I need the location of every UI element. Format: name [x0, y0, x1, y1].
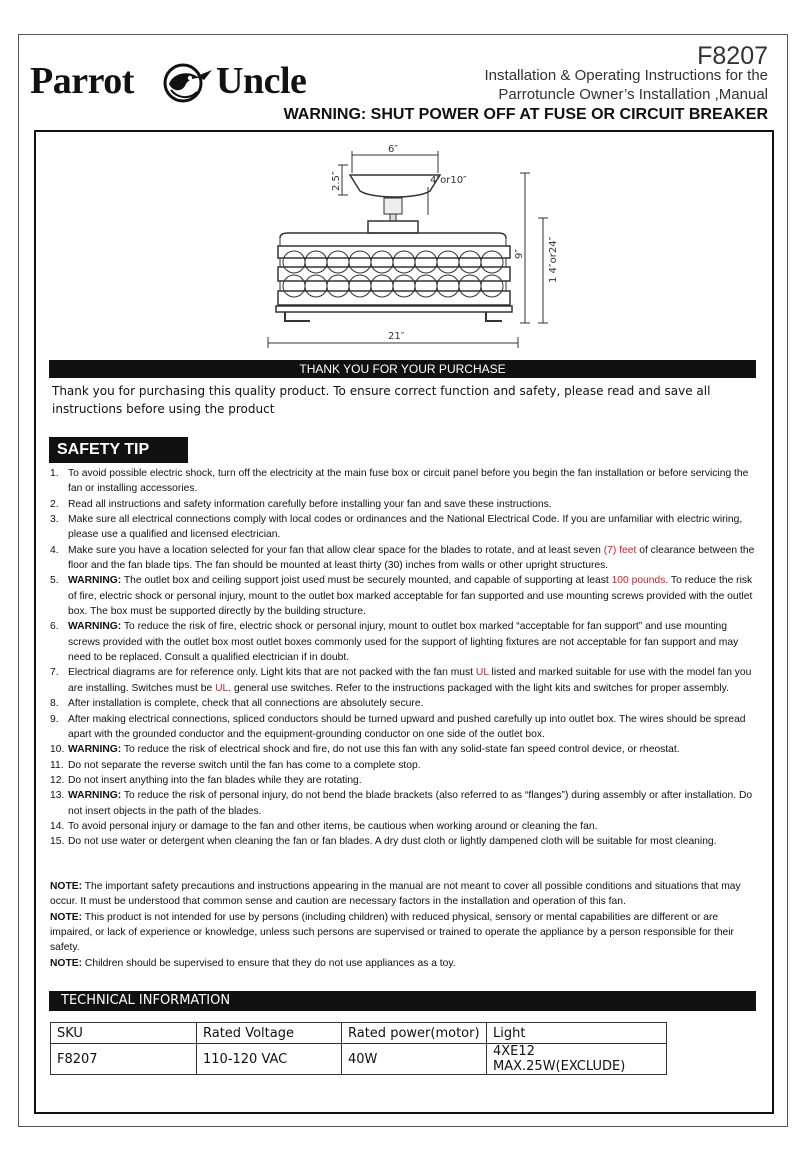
thank-you-heading: THANK YOU FOR YOUR PURCHASE: [49, 360, 756, 378]
list-item: 6. WARNING: To reduce the risk of fire, electric shock or personal injury, mount to outlet box marked “acceptable for fan support” and use mounting screws provided with the outlet box most outlet boxes commonly used for the support of lighting fixtures are not acceptable for fan support and may need to be replaced. Consult a qualified electrician if in doubt.: [50, 621, 739, 664]
list-item: 8. After installation is complete, check that all connections are absolutely secure.: [50, 698, 424, 710]
technical-table: [50, 1022, 667, 1075]
power-warning: WARNING: SHUT POWER OFF AT FUSE OR CIRCUIT BREAKER: [283, 106, 768, 123]
brand-logo: [30, 58, 322, 104]
note: NOTE: This product is not intended for use by persons (including children) with reduced physical, sensory or mental capabilities are different or are impaired, or lack of experience or knowledge, unless such persons are supervised or trained to operate the appliance by a person responsible for their safety.: [50, 911, 734, 954]
list-item: 5. WARNING: The outlet box and ceiling support joist used must be securely mounted, and capable of supporting at least 100 pounds. To reduce the risk of fire, electric shock or personal injury, mount to the outlet box marked acceptable for fan supported and use mounting screws provided with the outlet box. The box must be supported directly by the building structure.: [50, 575, 753, 618]
list-item: 9. After making electrical connections, spliced conductors should be turned upward and pushed carefully up into outlet box. The wires should be spread apart with the grounded conductor and the equipment-grounding conductor on one side of the outlet box.: [50, 713, 746, 740]
table-header-cell: Rated Voltage: [197, 1023, 342, 1044]
table-cell: F8207: [51, 1044, 197, 1075]
list-item: 10. WARNING: To reduce the risk of electrical shock and fire, do not use this fan with any solid-state fan speed control device, or rheostat.: [50, 744, 680, 756]
note: NOTE: The important safety precautions and instructions appearing in the manual are not meant to cover all possible conditions and situations that may occur. It must be understood that common sense and caution are necessary factors in the installation and operation of this fan.: [50, 881, 741, 908]
table-row: [51, 1044, 667, 1075]
table-header-row: [51, 1023, 667, 1044]
list-item: 12. Do not insert anything into the fan blades while they are rotating.: [50, 774, 362, 786]
table-cell: 4XE12 MAX.25W(EXCLUDE): [487, 1044, 667, 1075]
dim-height: 2.5″: [331, 171, 342, 191]
table-cell: 110-120 VAC: [197, 1044, 342, 1075]
parrot-logo-icon: [157, 60, 215, 104]
list-item: 4. Make sure you have a location selected for your fan that allow clear space for the blades to rotate, and at least seven (7) feet of clearance between the floor and the fan blade tips. The fan should be mounted at least thirty (30) inches from walls or other upright structures.: [50, 544, 755, 572]
logo-word-parrot: Parrot: [30, 60, 134, 102]
safety-list: [50, 466, 758, 850]
list-item: 14. To avoid personal injury or damage to the fan and other items, be cautious when working around or cleaning the fan.: [50, 820, 598, 832]
title-line-2: Parrotuncle Owner’s Installation ,Manual: [498, 86, 768, 103]
table-header-cell: Light: [487, 1023, 667, 1044]
safety-tip-heading: SAFETY TIP: [49, 437, 188, 463]
fan-dimension-diagram: [230, 143, 570, 353]
dim-drop: 1 4″or24″: [548, 236, 559, 283]
dim-width: 21″: [388, 331, 405, 342]
list-item: 7. Electrical diagrams are for reference only. Light kits that are not packed with the fan must UL listed and marked suitable for use with the model fan you are installing. Switches must be UL. general use switches. Refer to the instructions packaged with the light kits and switches for proper assembly.: [50, 667, 752, 694]
list-item: 11. Do not separate the reverse switch until the fan has come to a complete stop.: [50, 759, 421, 771]
list-item: 15. Do not use water or detergent when cleaning the fan or fan blades. A dry dust cloth or lightly dampened cloth will be suitable for most cleaning.: [50, 836, 717, 848]
dim-downrod: 4″or10″: [430, 175, 467, 186]
table-cell: 40W: [342, 1044, 487, 1075]
logo-word-uncle: Uncle: [216, 60, 307, 102]
thank-you-text: Thank you for purchasing this quality product. To ensure correct function and safety, please read and save all instructions before using the product: [52, 384, 711, 416]
table-header-cell: SKU: [51, 1023, 197, 1044]
notes-section: [50, 879, 758, 971]
list-item: 1. To avoid possible electric shock, turn off the electricity at the main fuse box or circuit panel before you begin the fan installation or before servicing the fan or installing accessories.: [50, 468, 749, 495]
model-number: F8207: [697, 42, 768, 70]
note: NOTE: Children should be supervised to ensure that they do not use appliances as a toy.: [50, 957, 456, 969]
title-line-1: Installation & Operating Instructions for the: [484, 67, 768, 84]
dim-top: 6″: [388, 144, 399, 155]
list-item: 13. WARNING: To reduce the risk of personal injury, do not bend the blade brackets (also referred to as “flanges”) during assembly or after installation. Do not insert objects in the path of the blades.: [50, 790, 753, 817]
table-header-cell: Rated power(motor): [342, 1023, 487, 1044]
list-item: 3. Make sure all electrical connections comply with local codes or ordinances and the National Electrical Code. If you are unfamiliar with electric wiring, please use a qualified and licensed electrician.: [50, 514, 743, 541]
technical-info-heading: TECHNICAL INFORMATION: [49, 991, 756, 1011]
list-item: 2. Read all instructions and safety information carefully before installing your fan and save these instructions.: [50, 498, 552, 510]
dim-total: 9″: [514, 248, 525, 259]
